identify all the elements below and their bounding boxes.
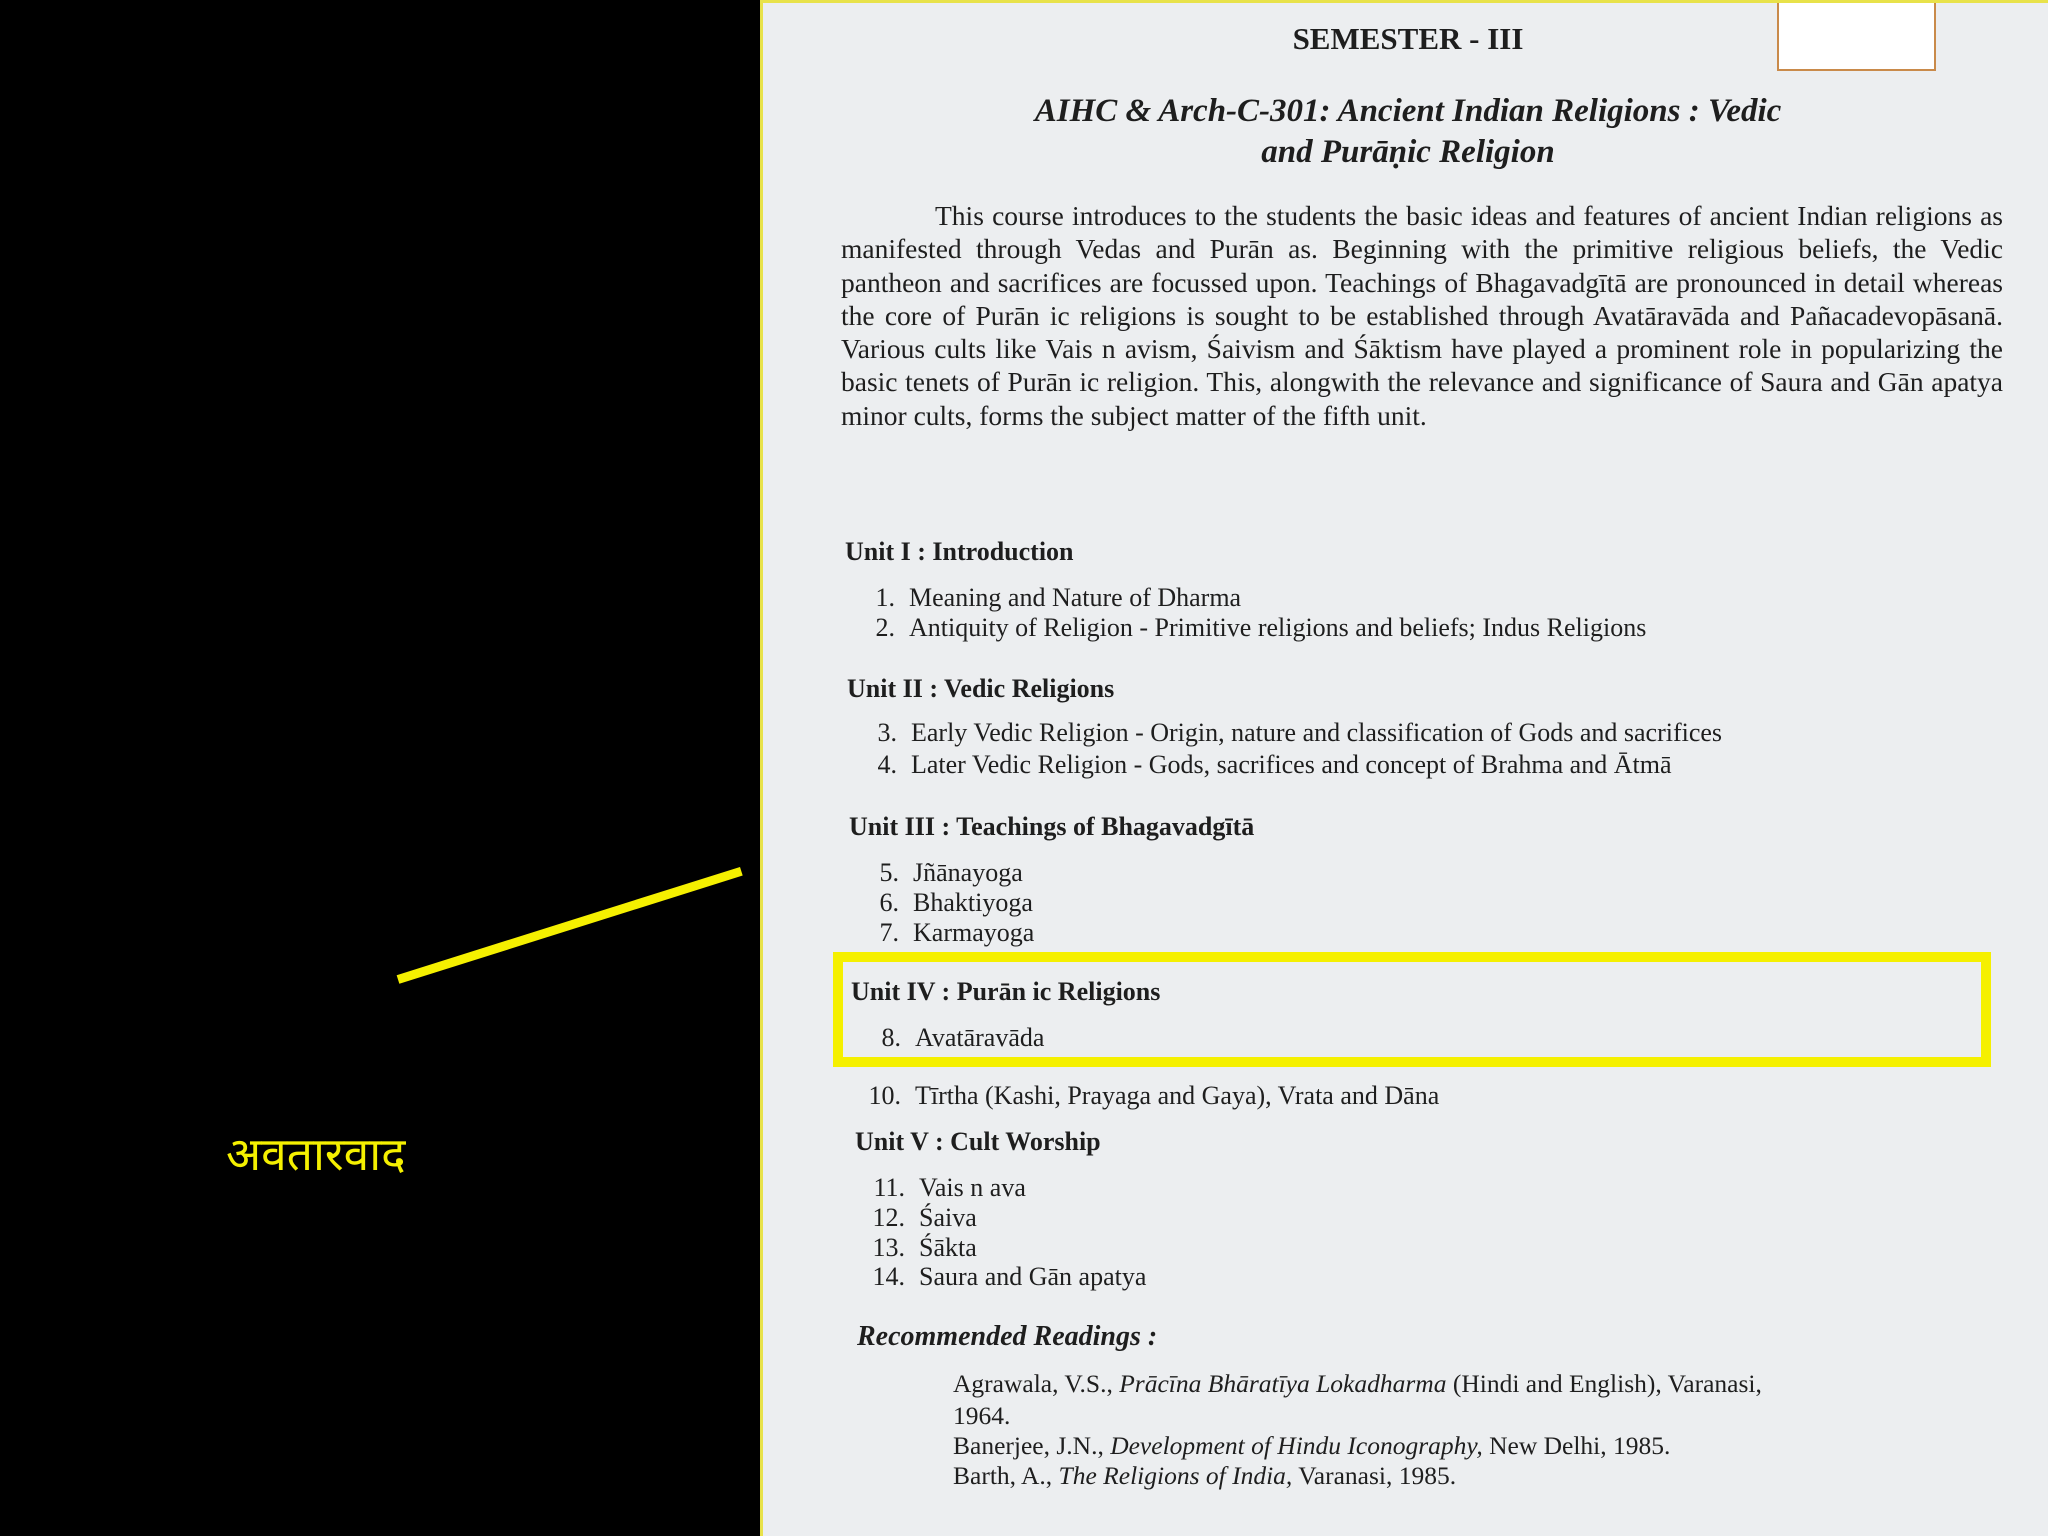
reading-title: Development of Hindu Iconography, (1110, 1431, 1483, 1460)
item-text: Jñānayoga (913, 858, 1023, 887)
item-number: 5. (879, 858, 899, 887)
list-item (849, 888, 1033, 918)
list-item (849, 858, 1023, 888)
item-number: 2. (875, 613, 895, 642)
reading-author: Banerjee, J.N., (953, 1431, 1104, 1460)
syllabus-page (760, 0, 2048, 1536)
reading-author: Barth, A., (953, 1461, 1053, 1490)
unit-1-heading: Unit I : Introduction (845, 537, 1074, 566)
reading-entry (953, 1369, 1762, 1399)
item-text: Bhaktiyoga (913, 888, 1033, 917)
reading-entry (953, 1431, 1670, 1461)
intro-paragraph: This course introduces to the students the basic ideas and features of ancient Indian religions as manifested through Vedas and Purān as. Beginning with the primitive religious beliefs, the Vedic pantheon and sacrifices are focussed upon. Teachings of Bhagavadgītā are pronounced in detail whereas the core of Purān ic religions is sought to be established through Avatāravāda and Pañacadevopāsanā. Various cults like Vais n avism, Śaivism and Śāktism have played a prominent role in popularizing the basic tenets of Purān ic religion. This, alongwith the relevance and significance of Saura and Gān apatya minor cults, forms the subject matter of the fifth unit. (841, 200, 2003, 431)
unit-3-heading: Unit III : Teachings of Bhagavadgītā (849, 812, 1255, 841)
reading-entry (953, 1461, 1456, 1491)
unit-2-heading: Unit II : Vedic Religions (847, 674, 1115, 703)
list-item (855, 1203, 977, 1233)
item-number: 11. (873, 1173, 905, 1202)
reading-publication: Varanasi, 1985. (1298, 1461, 1457, 1490)
item-number: 14. (872, 1262, 905, 1291)
course-title (823, 91, 1993, 173)
semester-heading: SEMESTER - III (1292, 21, 1524, 56)
reading-entry-continuation: 1964. (953, 1401, 1011, 1430)
item-text: Karmayoga (913, 918, 1035, 947)
reading-title: The Religions of India, (1058, 1461, 1293, 1490)
item-text: Saura and Gān apatya (919, 1262, 1147, 1291)
list-item (847, 718, 1722, 748)
annotation-label: अवतारवाद (226, 1127, 406, 1181)
item-text: Early Vedic Religion - Origin, nature and classification of Gods and sacrifices (911, 718, 1723, 747)
item-number: 4. (877, 750, 897, 779)
list-item (855, 1233, 977, 1263)
item-text: Later Vedic Religion - Gods, sacrifices and concept of Brahma and Ātmā (911, 750, 1672, 779)
item-number: 7. (879, 918, 899, 947)
item-number: 12. (872, 1203, 905, 1232)
item-text: Śaiva (919, 1203, 977, 1232)
reading-publication: New Delhi, 1985. (1489, 1431, 1671, 1460)
item-text: Vais n ava (919, 1173, 1026, 1202)
item-number: 8. (881, 1023, 901, 1052)
course-title-line-2: and Purāṇic Religion (1261, 134, 1555, 170)
list-item (851, 1081, 1439, 1111)
unit-4-heading: Unit IV : Purān ic Religions (851, 977, 1161, 1006)
item-text: Meaning and Nature of Dharma (909, 583, 1242, 612)
highlight-box-unit-4 (833, 952, 1991, 1067)
list-item (855, 1173, 1026, 1203)
list-item (849, 918, 1034, 948)
reading-publication: (Hindi and English), Varanasi, (1452, 1369, 1762, 1398)
list-item (847, 750, 1672, 780)
course-title-line-1: AIHC & Arch-C-301: Ancient Indian Religions : Vedic (1034, 93, 1782, 129)
annotation-pointer-line (397, 867, 743, 984)
unit-5-heading: Unit V : Cult Worship (855, 1127, 1101, 1156)
list-item (845, 613, 1646, 643)
item-number: 6. (879, 888, 899, 917)
recommended-readings-heading: Recommended Readings : (857, 1321, 1158, 1352)
item-number: 3. (877, 718, 897, 747)
list-item (845, 583, 1241, 613)
list-item (855, 1262, 1146, 1292)
item-text: Tīrtha (Kashi, Prayaga and Gaya), Vrata and Dāna (915, 1081, 1440, 1110)
course-introduction (841, 199, 2003, 432)
reading-author: Agrawala, V.S., (953, 1369, 1113, 1398)
item-text: Śākta (919, 1233, 977, 1262)
item-number: 10. (868, 1081, 901, 1110)
reading-title: Prācīna Bhāratīya Lokadharma (1119, 1369, 1447, 1398)
item-text: Antiquity of Religion - Primitive religions and beliefs; Indus Religions (909, 613, 1647, 642)
item-number: 1. (875, 583, 895, 612)
item-number: 13. (872, 1233, 905, 1262)
item-text: Avatāravāda (915, 1023, 1045, 1052)
